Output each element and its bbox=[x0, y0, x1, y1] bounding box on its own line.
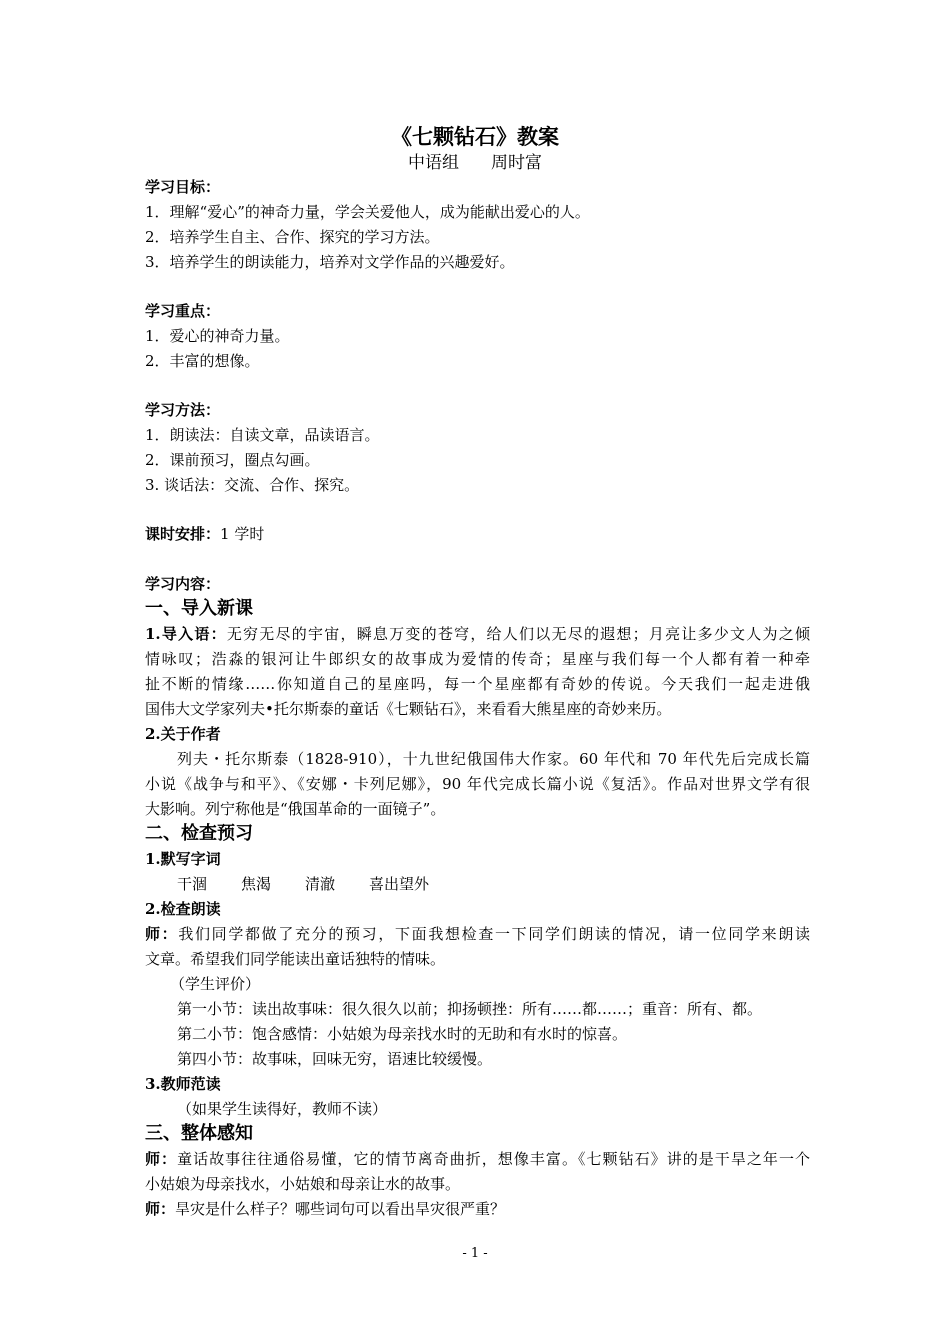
intro-line bbox=[145, 622, 810, 646]
section2-heading: 二、检查预习 bbox=[145, 823, 253, 844]
teacher-label: 师： bbox=[145, 1150, 178, 1168]
method-item: 1．朗读法：自读文章，品读语言。 bbox=[145, 426, 380, 444]
intro-label: 1.导入语： bbox=[145, 625, 227, 643]
dictation-words bbox=[177, 872, 842, 896]
question-text: 旱灾是什么样子？哪些词句可以看出旱灾很严重？ bbox=[175, 1200, 506, 1218]
section3-line bbox=[145, 1147, 810, 1171]
subtitle-group: 中语组 bbox=[408, 153, 459, 173]
objective-item: 3．培养学生的朗读能力，培养对文学作品的兴趣爱好。 bbox=[145, 253, 515, 271]
section3-text: 童话故事往往通俗易懂，它的情节离奇曲折，想像丰富。《七颗钻石》讲的是干旱之年一个 bbox=[177, 1150, 810, 1168]
schedule-value: 1 学时 bbox=[220, 525, 265, 543]
word-item: 干涸 bbox=[177, 875, 208, 893]
intro-line: 国伟大文学家列夫•托尔斯泰的童话《七颗钻石》，来看看大熊星座的奇妙来历。 bbox=[145, 700, 672, 718]
method-item: 2．课前预习，圈点勾画。 bbox=[145, 451, 320, 469]
model-note: （如果学生读得好，教师不读） bbox=[177, 1100, 388, 1118]
teacher-label: 师： bbox=[145, 1200, 176, 1218]
objectives-heading: 学习目标： bbox=[145, 178, 221, 196]
reading-heading: 2.检查朗读 bbox=[145, 900, 221, 918]
section3-heading: 三、整体感知 bbox=[145, 1123, 253, 1144]
word-item: 清澈 bbox=[305, 875, 336, 893]
subtitle bbox=[0, 150, 950, 176]
content-heading: 学习内容： bbox=[145, 575, 221, 593]
dictation-heading: 1.默写字词 bbox=[145, 850, 221, 868]
page-number: - 1 - bbox=[462, 1246, 488, 1261]
eval-item: 第二小节：饱含感情：小姑娘为母亲找水时的无助和有水时的惊喜。 bbox=[177, 1025, 628, 1043]
objective-item: 2．培养学生自主、合作、探究的学习方法。 bbox=[145, 228, 440, 246]
page-title: 《七颗钻石》教案 bbox=[391, 124, 559, 149]
teacher-text: 我们同学都做了充分的预习，下面我想检查一下同学们朗读的情况，请一位同学来朗读 bbox=[178, 925, 810, 943]
focus-item: 1．爱心的神奇力量。 bbox=[145, 327, 290, 345]
intro-line: 情咏叹；浩淼的银河让牛郎织女的故事成为爱情的传奇；星座与我们每一个人都有着一种牵 bbox=[145, 650, 810, 668]
eval-item: 第一小节：读出故事味：很久很久以前；抑扬顿挫：所有……都……；重音：所有、都。 bbox=[177, 1000, 763, 1018]
section1-heading: 一、导入新课 bbox=[145, 598, 253, 619]
intro-text: 无穷无尽的宇宙，瞬息万变的苍穹，给人们以无尽的遐想；月亮让多少文人为之倾 bbox=[226, 625, 810, 643]
author-line: 小说《战争与和平》、《安娜・卡列尼娜》，90 年代完成长篇小说《复活》。作品对世界文学有很 bbox=[145, 775, 810, 793]
word-item: 喜出望外 bbox=[369, 875, 430, 893]
question-line bbox=[145, 1197, 810, 1221]
intro-line: 扯不断的情缘……你知道自己的星座吗，每一个星座都有奇妙的传说。今天我们一起走进俄 bbox=[145, 675, 810, 693]
author-line: 大影响。列宁称他是“俄国革命的一面镜子”。 bbox=[145, 800, 446, 818]
method-item: 3. 谈话法：交流、合作、探究。 bbox=[145, 476, 360, 494]
schedule-line bbox=[145, 522, 810, 546]
methods-heading: 学习方法： bbox=[145, 401, 221, 419]
word-item: 焦渴 bbox=[241, 875, 272, 893]
focus-item: 2．丰富的想像。 bbox=[145, 352, 260, 370]
schedule-label: 课时安排： bbox=[145, 525, 221, 543]
author-line: 列夫・托尔斯泰（1828-910），十九世纪俄国伟大作家。60 年代和 70 年代先后完成长篇 bbox=[177, 750, 810, 768]
eval-note: （学生评价） bbox=[170, 975, 261, 993]
teacher-label: 师： bbox=[145, 925, 179, 943]
model-heading: 3.教师范读 bbox=[145, 1075, 221, 1093]
objective-item: 1．理解“爱心”的神奇力量，学会关爱他人，成为能献出爱心的人。 bbox=[145, 203, 590, 221]
teacher-line: 文章。希望我们同学能读出童话独特的情味。 bbox=[145, 950, 446, 968]
subtitle-author: 周时富 bbox=[491, 153, 542, 173]
eval-item: 第四小节：故事味，回味无穷，语速比较缓慢。 bbox=[177, 1050, 493, 1068]
focus-heading: 学习重点： bbox=[145, 302, 221, 320]
section3-line: 小姑娘为母亲找水，小姑娘和母亲让水的故事。 bbox=[145, 1175, 461, 1193]
teacher-line bbox=[145, 922, 810, 946]
author-heading: 2.关于作者 bbox=[145, 725, 221, 743]
